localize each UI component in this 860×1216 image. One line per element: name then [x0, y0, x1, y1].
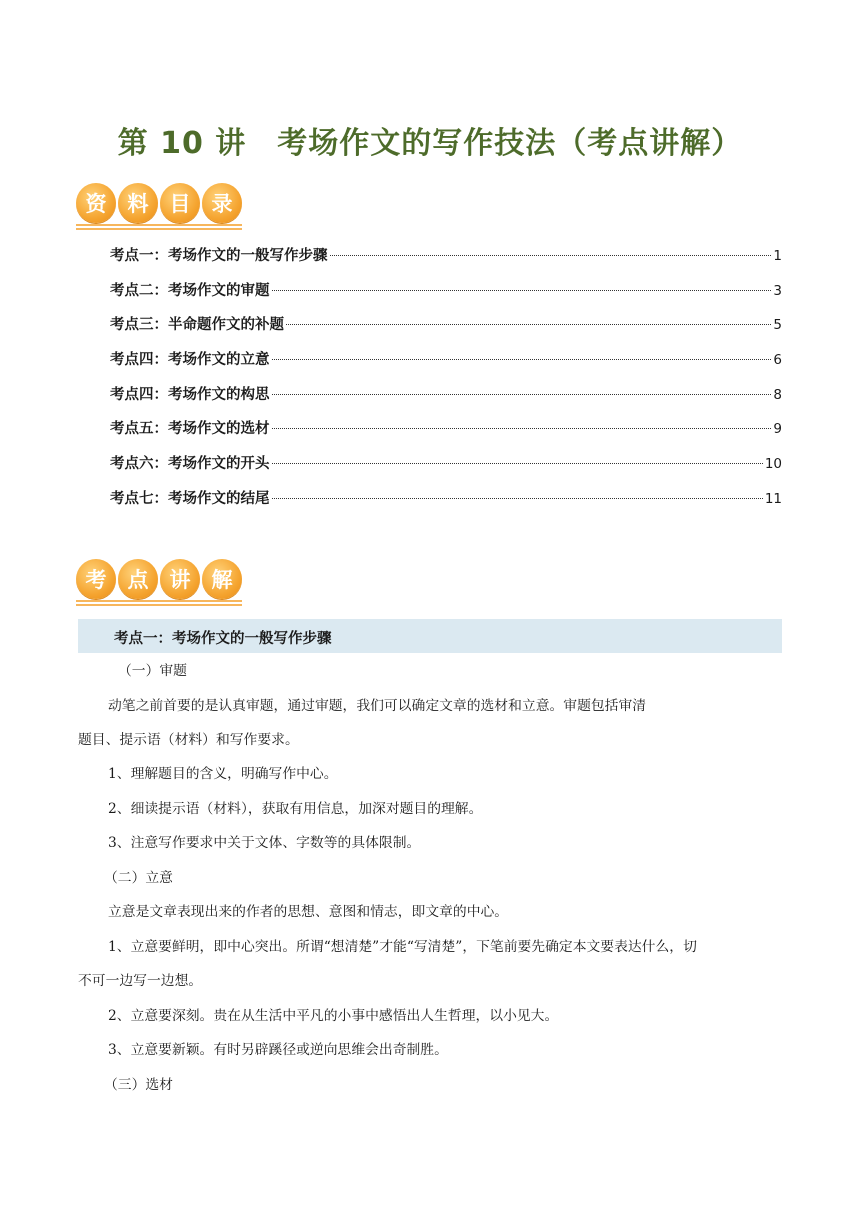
list-item: 3、注意写作要求中关于文体、字数等的具体限制。	[108, 835, 421, 851]
toc-leader-dots	[272, 290, 772, 291]
toc-leader-dots	[272, 359, 772, 360]
toc-entry[interactable]	[110, 383, 782, 418]
toc-entry-page: 11	[764, 490, 782, 507]
toc-entry-page: 8	[773, 386, 782, 403]
paragraph-line: 动笔之前首要的是认真审题，通过审题，我们可以确定文章的选材和立意。审题包括审清	[108, 698, 647, 714]
toc-entry-page: 6	[773, 352, 782, 369]
toc-entry-label: 考点七：考场作文的结尾	[110, 490, 270, 507]
toc-entry-label: 考点四：考场作文的立意	[110, 352, 270, 369]
toc-entry-label: 考点六：考场作文的开头	[110, 456, 270, 473]
list-item: 2、立意要深刻。贵在从生活中平凡的小事中感悟出人生哲理，以小见大。	[108, 1008, 559, 1024]
list-item: 3、立意要新颖。有时另辟蹊径或逆向思维会出奇制胜。	[108, 1042, 448, 1058]
toc-leader-dots	[286, 324, 771, 325]
table-of-contents	[110, 244, 782, 522]
badge-char: 资	[76, 183, 116, 223]
toc-entry-page: 5	[773, 317, 782, 334]
toc-entry-page: 10	[764, 456, 782, 473]
toc-entry-label: 考点五：考场作文的选材	[110, 421, 270, 438]
paragraph-line: 题目、提示语（材料）和写作要求。	[78, 732, 299, 748]
badge-underline	[76, 600, 242, 608]
subheading: （二）立意	[104, 870, 173, 886]
toc-leader-dots	[330, 255, 772, 256]
section-heading-badge	[76, 559, 242, 599]
toc-entry[interactable]	[110, 313, 782, 348]
list-item: 2、细读提示语（材料），获取有用信息，加深对题目的理解。	[108, 801, 483, 817]
list-item: 1、理解题目的含义，明确写作中心。	[108, 766, 338, 782]
toc-leader-dots	[272, 394, 772, 395]
toc-entry[interactable]	[110, 487, 782, 522]
toc-entry-page: 3	[773, 282, 782, 299]
toc-entry-label: 考点四：考场作文的构思	[110, 386, 270, 403]
toc-entry[interactable]	[110, 244, 782, 279]
toc-heading-badge	[76, 183, 242, 223]
badge-char: 考	[76, 559, 116, 599]
toc-entry[interactable]	[110, 279, 782, 314]
paragraph-line: 立意是文章表现出来的作者的思想、意图和情志，即文章的中心。	[108, 904, 509, 920]
section-header-bar	[78, 619, 782, 653]
toc-entry-label: 考点三：半命题作文的补题	[110, 317, 284, 334]
badge-char: 讲	[160, 559, 200, 599]
subheading: （一）审题	[118, 663, 187, 679]
toc-entry-page: 9	[773, 421, 782, 438]
toc-entry-page: 1	[773, 248, 782, 264]
badge-char: 料	[118, 183, 158, 223]
paragraph-line: 不可一边写一边想。	[78, 973, 203, 989]
subheading: （三）选材	[104, 1077, 173, 1093]
toc-entry[interactable]	[110, 348, 782, 383]
list-item: 1、立意要鲜明，即中心突出。所谓“想清楚”才能“写清楚”，下笔前要先确定本文要表达什么，切	[108, 939, 697, 955]
toc-leader-dots	[272, 463, 763, 464]
toc-entry[interactable]	[110, 417, 782, 452]
page-title: 第 10 讲 考场作文的写作技法（考点讲解）	[117, 126, 743, 161]
toc-entry-label: 考点一：考场作文的一般写作步骤	[110, 248, 328, 264]
badge-char: 录	[202, 183, 242, 223]
section-title: 考点一：考场作文的一般写作步骤	[114, 631, 332, 647]
toc-entry-label: 考点二：考场作文的审题	[110, 282, 270, 299]
toc-leader-dots	[272, 428, 772, 429]
badge-char: 目	[160, 183, 200, 223]
badge-char: 点	[118, 559, 158, 599]
toc-leader-dots	[272, 498, 763, 499]
badge-underline	[76, 224, 242, 232]
toc-entry[interactable]	[110, 452, 782, 487]
badge-char: 解	[202, 559, 242, 599]
